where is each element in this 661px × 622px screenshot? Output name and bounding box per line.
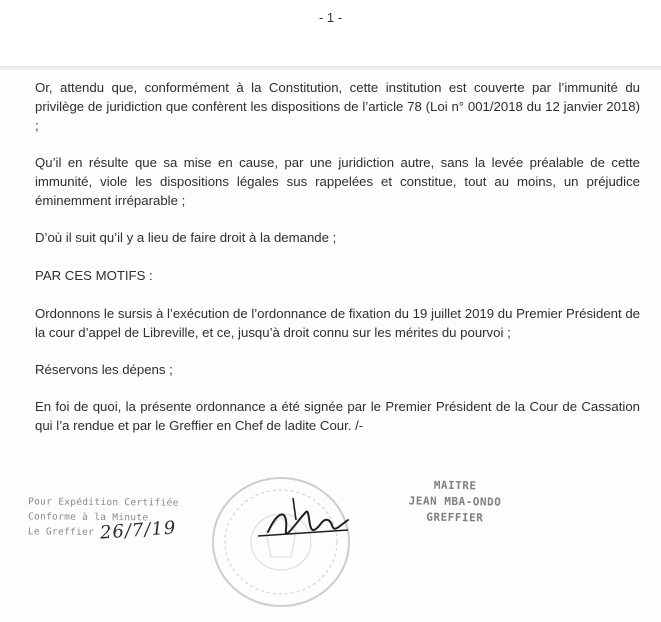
- greffier-stamp-line: JEAN MBA-ONDO: [408, 494, 502, 509]
- certified-stamp-line: Le Greffier: [27, 526, 95, 538]
- certified-stamp-line: Pour Expédition Certifiée: [28, 496, 179, 509]
- handwritten-date: 26/7/19: [99, 517, 178, 544]
- previous-page-strip: [0, 0, 661, 68]
- handwritten-signature-icon: [248, 490, 358, 550]
- paragraph-ordonnons-sursis: Ordonnons le sursis à l’exécution de l’ordonnance de fixation du 19 juillet 2019 du Premier Président de la cour d’appel de Libreville, et ce, jusqu’à droit connu sur les mérites du pourvoi ;: [35, 306, 640, 340]
- paragraph-considerant-constitution: Or, attendu que, conformément à la Constitution, cette institution est couverte par l’immunité du privilège de juridiction que confèrent les dispositions de l’article 78 (Loi n° 001/2018 du 12 janvier 2018) ;: [35, 80, 640, 133]
- heading-par-ces-motifs: PAR CES MOTIFS :: [35, 268, 153, 283]
- paragraph-reservons-depens: Réservons les dépens ;: [35, 362, 173, 377]
- paragraph-mise-en-cause: Qu’il en résulte que sa mise en cause, par une juridiction autre, sans la levée préalable de cette immunité, viole les dispositions légales sus rappelées et constitue, tout au moins, un préjudice éminemment irréparable ;: [35, 155, 640, 208]
- greffier-stamp-line: GREFFIER: [426, 510, 484, 525]
- certified-stamp-line: Conforme à la Minute: [27, 511, 149, 524]
- greffier-stamp-line: MAITRE: [433, 478, 477, 493]
- page-number: - 1 -: [318, 10, 343, 25]
- document-body: [35, 78, 640, 435]
- paragraph-faire-droit: D’où il suit qu’il y a lieu de faire droit à la demande ;: [35, 230, 337, 245]
- paragraph-en-foi-de-quoi: En foi de quoi, la présente ordonnance a été signée par le Premier Président de la Cour de Cassation qui l’a rendue et par le Greffier en Chef de ladite Cour. /-: [35, 399, 640, 433]
- greffier-stamp: [380, 477, 531, 527]
